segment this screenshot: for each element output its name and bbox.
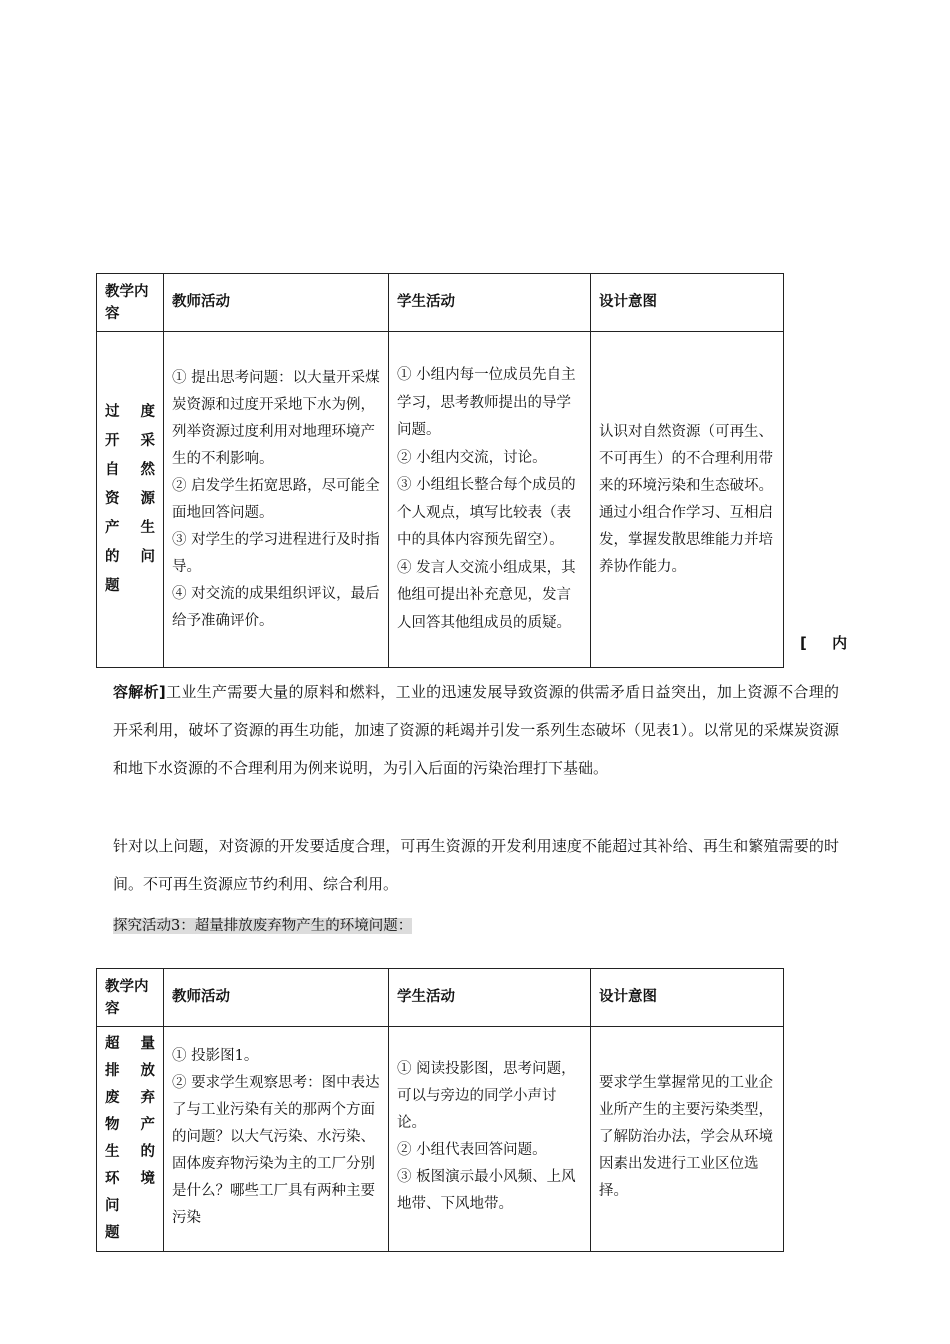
lesson-table-1: [96, 273, 784, 668]
student-item: ② 小组代表回答问题。: [397, 1142, 547, 1158]
student-item: ① 阅读投影图，思考问题，可以与旁边的同学小声讨论。: [397, 1061, 576, 1131]
header-intent: 设计意图: [591, 969, 784, 1027]
teacher-item: ④ 对交流的成果组织评议，最后给予准确评价。: [172, 585, 380, 629]
header-student: 学生活动: [389, 969, 591, 1027]
teacher-item: ② 启发学生拓宽思路，尽可能全面地回答问题。: [172, 477, 380, 521]
topic-cell: 超 量 排 放 废 弃 物 产 生 的 环 境 问题: [97, 1027, 164, 1252]
student-item: ② 小组内交流，讨论。: [397, 449, 547, 466]
activity-title-text: 探究活动3：超量排放废弃物产生的环境问题：: [113, 918, 413, 934]
teacher-item: ③ 对学生的学习进程进行及时指导。: [172, 531, 380, 575]
topic-cell: 过 度 开 采 自 然 资 源 产 生 的 问 题: [97, 332, 164, 668]
analysis-text: 工业生产需要大量的原料和燃料，工业的迅速发展导致资源的供需矛盾日益突出，加上资源不合理的开采利用，破坏了资源的再生功能，加速了资源的耗竭并引发一系列生态破坏（见表1）。以常见的采煤炭资源和地下水资源的不合理利用为例来说明，为引入后面的污染治理打下基础。: [113, 683, 839, 777]
measure-paragraph: 针对以上问题，对资源的开发要适度合理，可再生资源的开发利用速度不能超过其补给、再生和繁殖需要的时间。不可再生资源应节约利用、综合利用。: [113, 837, 839, 893]
analysis-label: 容解析]: [113, 683, 166, 701]
teacher-item: ② 要求学生观察思考：图中表达了与工业污染有关的那两个方面的问题？以大气污染、水污染、固体废弃物污染为主的工厂分别是什么？哪些工厂具有两种主要污染: [172, 1074, 380, 1226]
design-intent-cell: 要求学生掌握常见的工业企业所产生的主要污染类型，了解防治办法，学会从环境因素出发进行工业区位选择。: [591, 1027, 784, 1252]
header-content: 教学内容: [97, 969, 164, 1027]
bracket-label: [ 内: [800, 634, 858, 652]
student-activity-cell: [389, 332, 591, 668]
header-content: 教学内容: [97, 274, 164, 332]
student-item: ④ 发言人交流小组成果，其他组可提出补充意见，发言人回答其他组成员的质疑。: [397, 559, 576, 631]
design-intent-cell: 认识对自然资源（可再生、不可再生）的不合理利用带来的环境污染和生态破坏。通过小组合作学习、互相启发，掌握发散思维能力并培养协作能力。: [591, 332, 784, 668]
teacher-item: ① 投影图1。: [172, 1047, 259, 1064]
analysis-paragraph: [113, 673, 839, 787]
header-student: 学生活动: [389, 274, 591, 332]
header-intent: 设计意图: [591, 274, 784, 332]
activity-title: [113, 907, 839, 945]
header-teacher: 教师活动: [164, 274, 389, 332]
teacher-activity-cell: [164, 332, 389, 668]
teacher-activity-cell: [164, 1027, 389, 1252]
header-teacher: 教师活动: [164, 969, 389, 1027]
student-item: ③ 板图演示最小风频、上风地带、下风地带。: [397, 1169, 576, 1212]
teacher-item: ① 提出思考问题：以大量开采煤炭资源和过度开采地下水为例，列举资源过度利用对地理环境产生的不利影响。: [172, 369, 380, 467]
student-item: ① 小组内每一位成员先自主学习，思考教师提出的导学问题。: [397, 367, 576, 438]
lesson-table-2: [96, 968, 784, 1252]
student-item: ③ 小组组长整合每个成员的个人观点，填写比较表（表中的具体内容预先留空）。: [397, 477, 576, 548]
student-activity-cell: [389, 1027, 591, 1252]
